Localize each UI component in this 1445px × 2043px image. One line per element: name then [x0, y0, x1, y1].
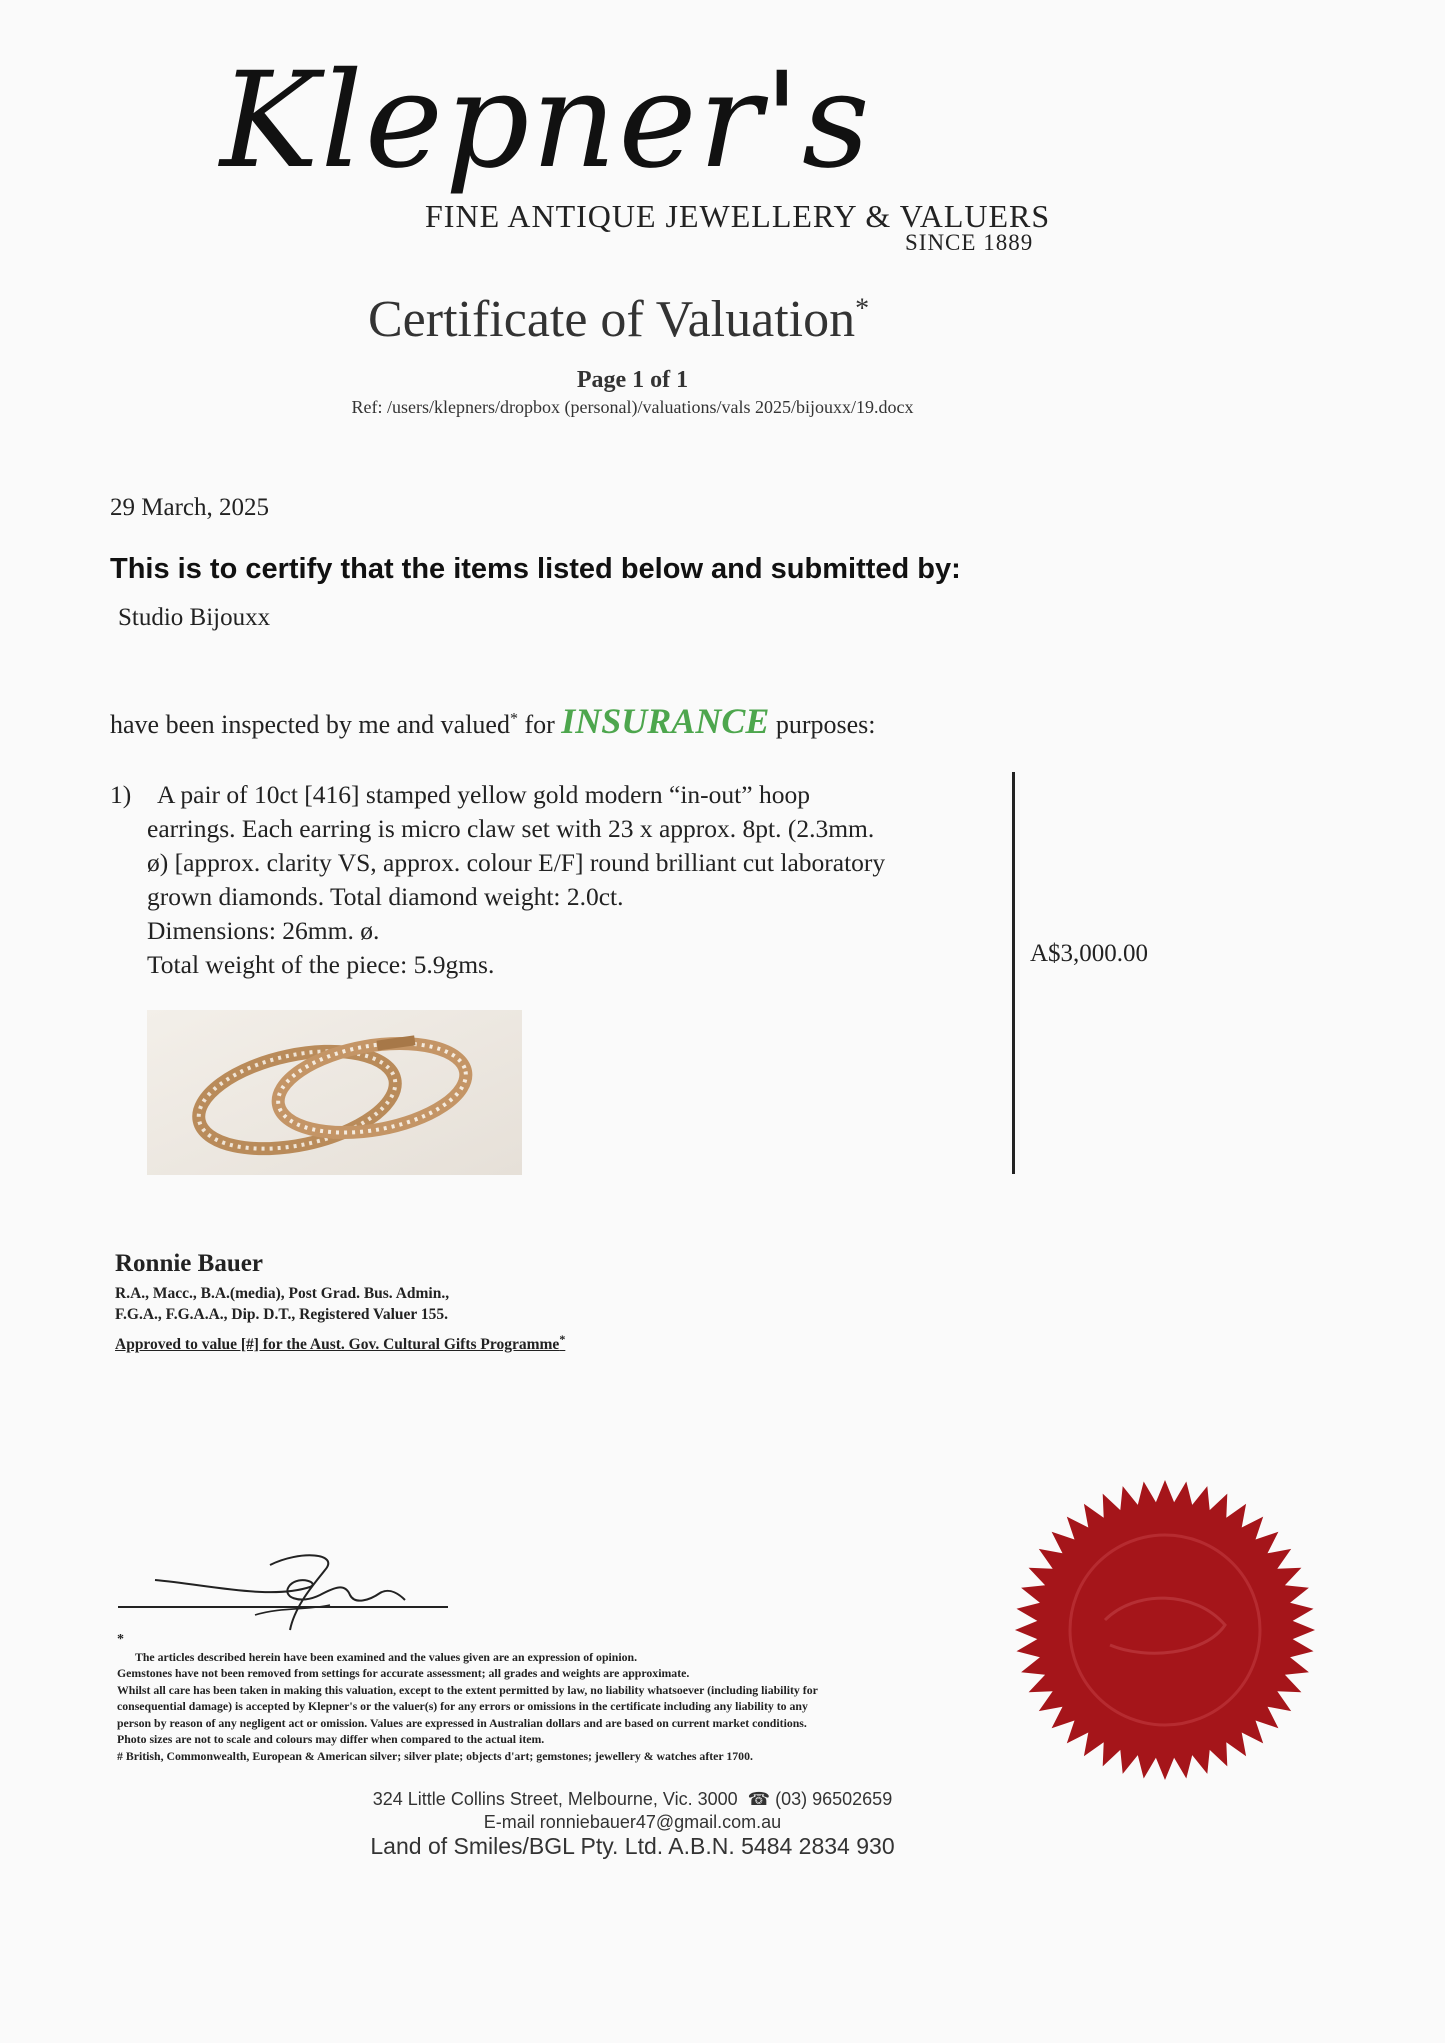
footnote-line: The articles described herein have been examined and the values given are an expression of opinion.: [135, 1649, 638, 1664]
title-asterisk: *: [855, 293, 870, 325]
footnote-line: person by reason of any negligent act or omission. Values are expressed in Australian dollars and are based on current market conditions.: [117, 1715, 807, 1730]
valuation-date: 29 March, 2025: [110, 494, 269, 521]
item-line: earrings. Each earring is micro claw set with 23 x approx. 8pt. (2.3mm.: [147, 814, 875, 843]
company-line: Land of Smiles/BGL Pty. Ltd. A.B.N. 5484 2834 930: [370, 1833, 895, 1859]
phone-number: (03) 96502659: [775, 1789, 893, 1809]
footnote-line: Gemstones have not been removed from settings for accurate assessment; all grades and weights are approximate.: [117, 1666, 690, 1680]
logo-since: SINCE 1889: [905, 230, 1034, 255]
footnote-line: consequential damage) is accepted by Klepner's or the valuer(s) for any errors or omissions in the certificate including any liability to any: [117, 1699, 808, 1713]
valuer-name: Ronnie Bauer: [115, 1250, 263, 1277]
phone-icon: ☎: [742, 1789, 771, 1809]
item-line: A pair of 10ct [416] stamped yellow gold modern “in-out” hoop: [157, 780, 810, 809]
earrings-photo: [147, 1010, 522, 1175]
approval-asterisk: *: [559, 1332, 566, 1346]
submitter-name: Studio Bijouxx: [118, 604, 271, 631]
address-line: [0, 1789, 1265, 1810]
item-line: ø) [approx. clarity VS, approx. colour E/F] round brilliant cut laboratory: [147, 848, 886, 877]
footnote-line: Whilst all care has been taken in making this valuation, except to the extent permitted by law, no liability whatsoever (including liability for: [117, 1682, 818, 1697]
footnote-asterisk: *: [117, 1632, 124, 1647]
wax-seal-icon: [1010, 1475, 1320, 1785]
footnote-line: # British, Commonwealth, European & American silver; silver plate; objects d'art; gemstones; jewellery & watches after 1700.: [117, 1748, 753, 1763]
inspected-text: have been inspected by me and valued: [110, 710, 510, 739]
qualifications-line: R.A., Macc., B.A.(media), Post Grad. Bus. Admin.,: [115, 1285, 450, 1302]
item-line: Dimensions: 26mm. ø.: [147, 916, 380, 945]
column-divider: [1012, 772, 1015, 1174]
item-line: grown diamonds. Total diamond weight: 2.0ct.: [147, 882, 624, 911]
file-reference: Ref: /users/klepners/dropbox (personal)/valuations/vals 2025/bijouxx/19.docx: [351, 397, 914, 417]
email-line: E-mail ronniebauer47@gmail.com.au: [483, 1812, 782, 1832]
logo-subtitle: FINE ANTIQUE JEWELLERY & VALUERS: [425, 198, 1051, 234]
certificate-title-text: Certificate of Valuation: [368, 291, 856, 348]
inspected-asterisk: *: [509, 710, 518, 728]
certificate-title: [368, 290, 869, 349]
certify-heading: This is to certify that the items listed below and submitted by:: [110, 553, 961, 585]
signature-line: [118, 1606, 448, 1608]
purpose-label: INSURANCE: [561, 701, 770, 741]
item-line: Total weight of the piece: 5.9gms.: [147, 950, 495, 979]
logo-script: Klepner's: [220, 44, 872, 198]
page-number: Page 1 of 1: [576, 367, 689, 393]
footnotes: [117, 1632, 997, 1764]
item-number: 1): [110, 780, 132, 809]
seal-starburst: [1015, 1480, 1315, 1780]
inspected-for: for: [517, 710, 562, 739]
inspected-statement: [110, 700, 876, 742]
footnote-line: Photo sizes are not to scale and colours may differ when compared to the actual item.: [117, 1732, 545, 1746]
valuer-qualifications: [115, 1283, 449, 1325]
street-address: 324 Little Collins Street, Melbourne, Vic. 3000: [372, 1789, 738, 1809]
item-description: [110, 778, 1000, 982]
qualifications-line: F.G.A., F.G.A.A., Dip. D.T., Registered Valuer 155.: [115, 1306, 448, 1323]
approval-statement: [115, 1332, 565, 1354]
handwritten-signature: [150, 1545, 450, 1635]
inspected-after: purposes:: [769, 710, 876, 739]
approval-text: Approved to value [#] for the Aust. Gov. Cultural Gifts Programme: [115, 1336, 560, 1354]
item-price: A$3,000.00: [1030, 940, 1149, 967]
